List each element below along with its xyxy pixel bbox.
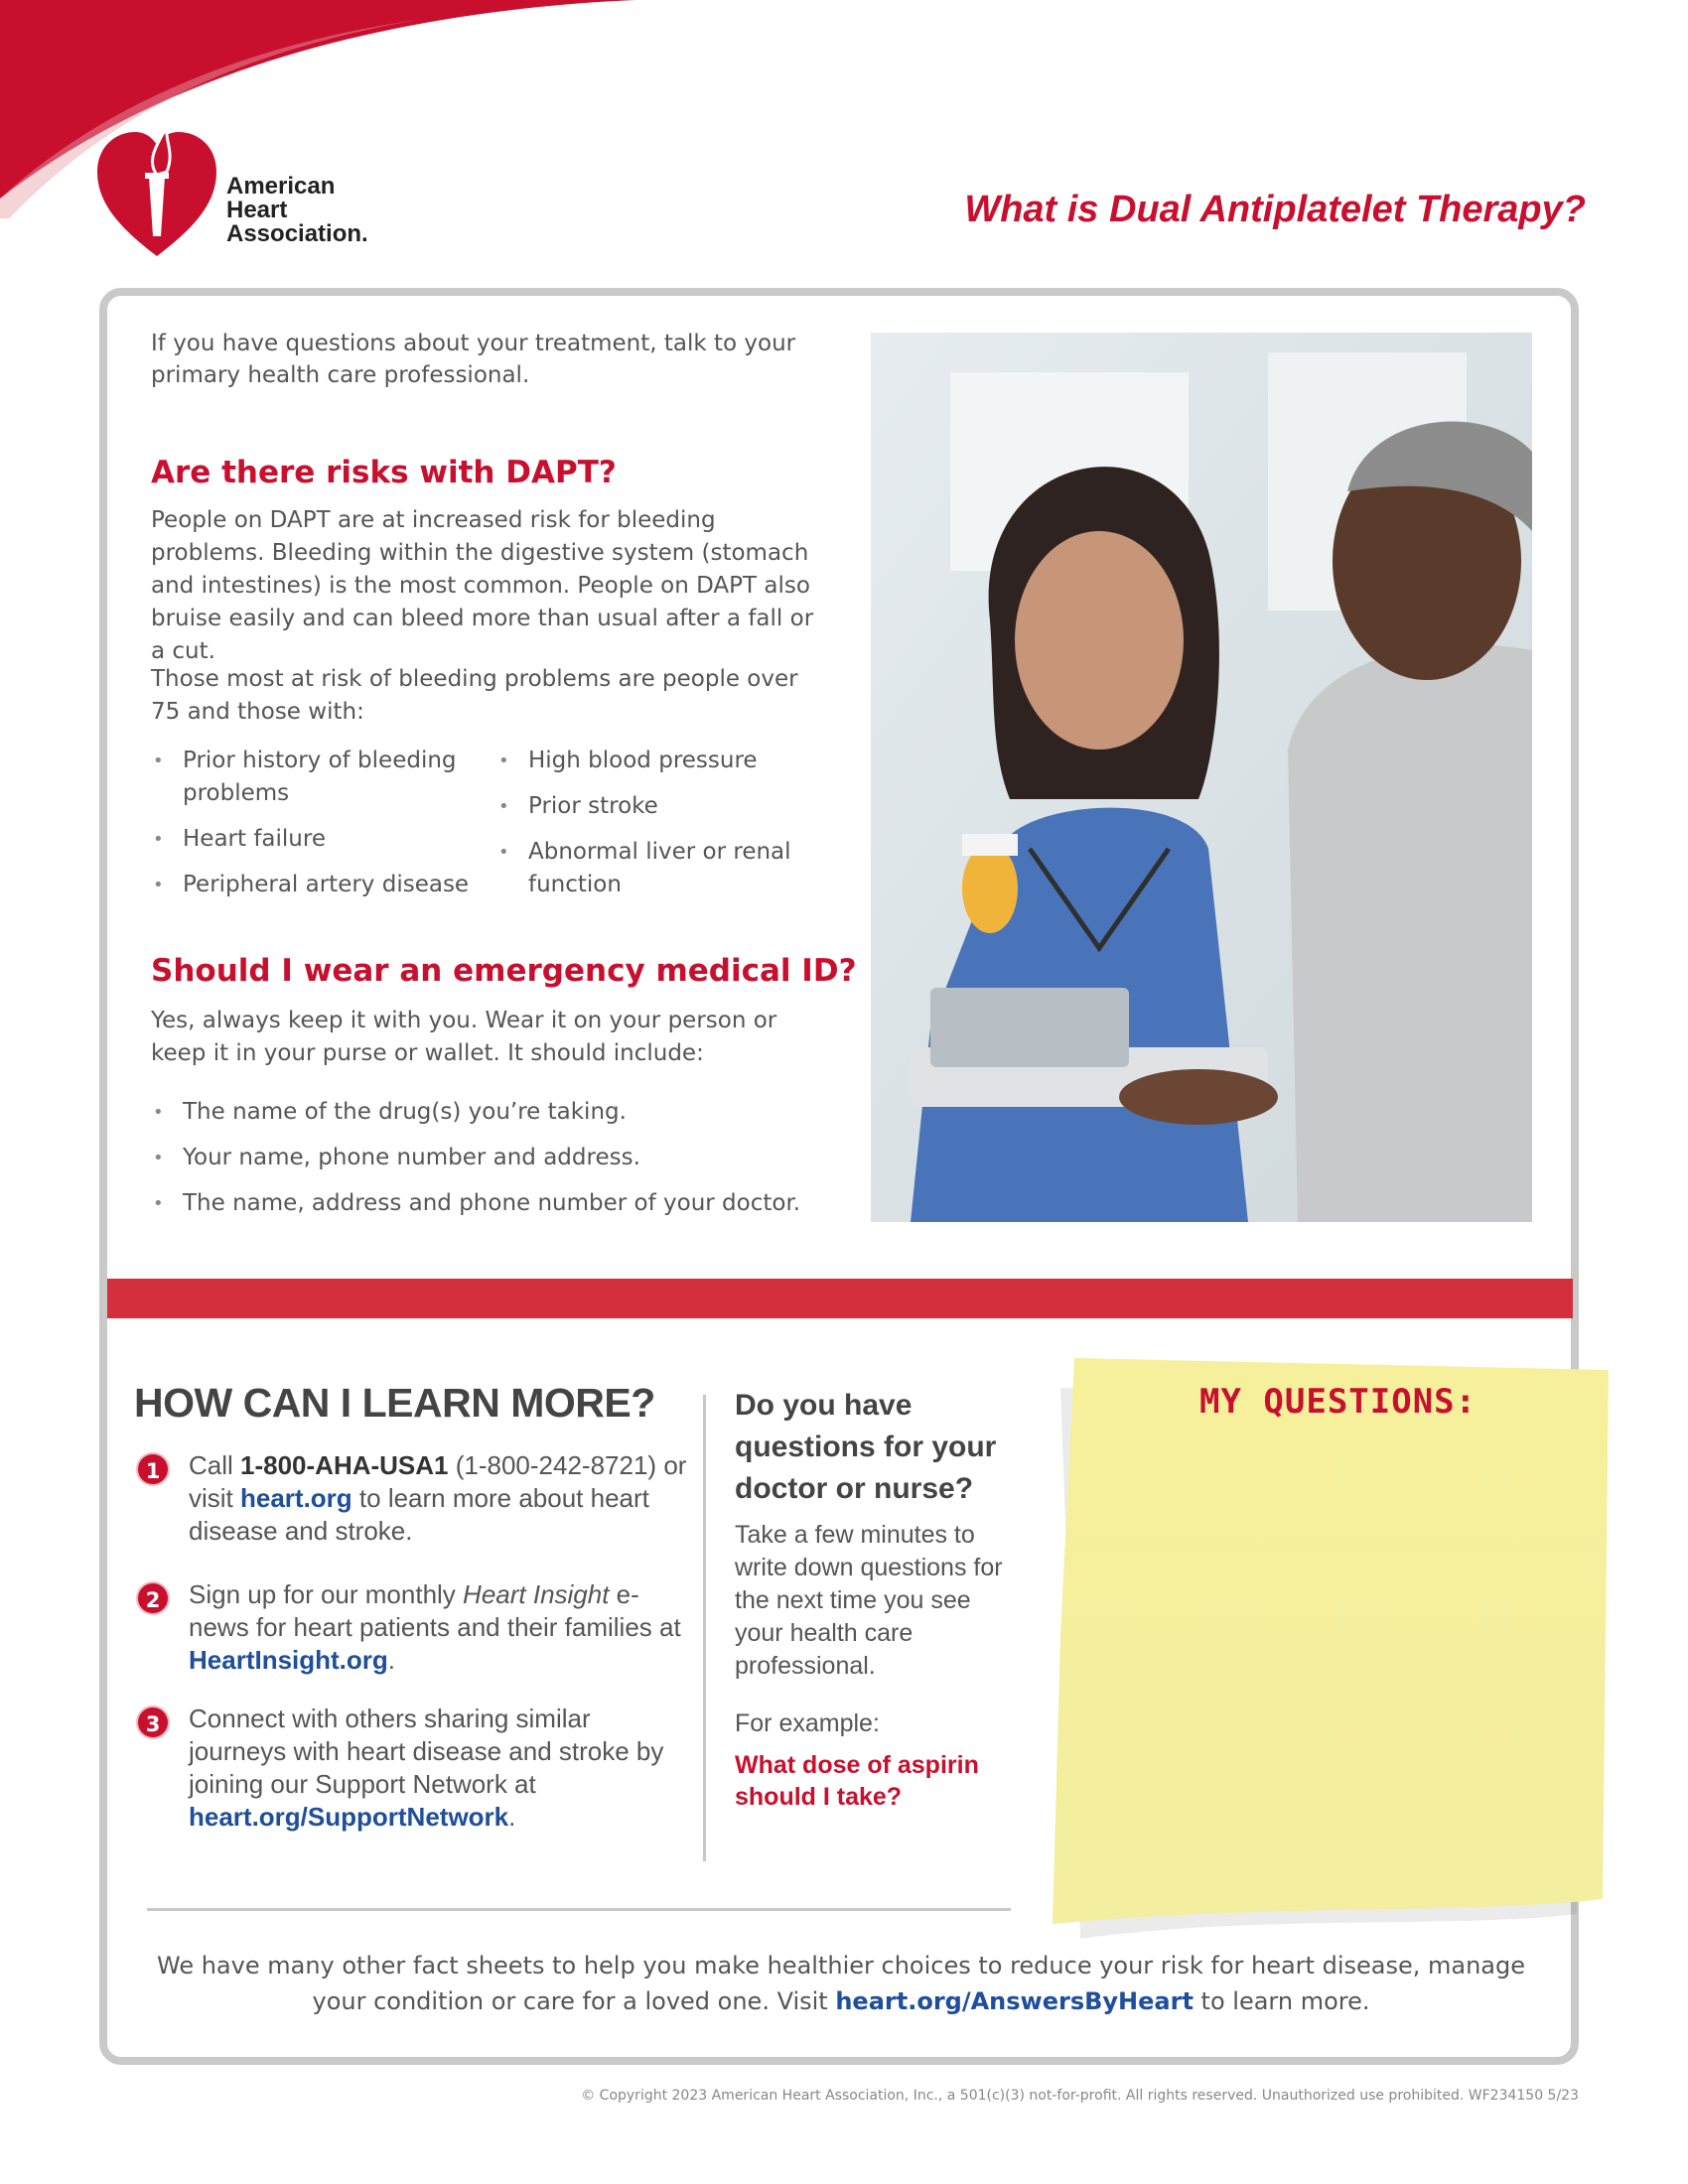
list-item: • Your name, phone number and address. [151, 1142, 846, 1174]
heart-torch-icon [97, 117, 216, 266]
step-text: Connect with others sharing similar journeys with heart disease and stroke by joining our Support Network at [189, 1704, 664, 1799]
step-text: to learn more about heart disease and stroke. [189, 1483, 649, 1546]
doctor-patient-photo [871, 333, 1532, 1222]
support-network-link[interactable]: heart.org/SupportNetwork [189, 1802, 509, 1832]
questions-body: Take a few minutes to write down questions for the next time you see your health care professional. [735, 1521, 1003, 1680]
list-item: • High blood pressure [496, 745, 814, 777]
list-item: • Heart failure [151, 823, 479, 856]
example-question: What dose of aspirin should I take? [735, 1751, 979, 1811]
sticky-note [1041, 1358, 1609, 1944]
learn-step-1 [136, 1449, 692, 1548]
step-text: Sign up for our monthly [189, 1579, 464, 1609]
learn-more-heading: HOW CAN I LEARN MORE? [134, 1380, 655, 1426]
list-item: • Prior stroke [496, 790, 814, 823]
step-number-badge: 1 [136, 1452, 170, 1486]
org-name-line1: American [226, 173, 336, 200]
list-item: • Peripheral artery disease [151, 869, 479, 901]
footer-text: to learn more. [1193, 1987, 1370, 2015]
copyright-line: © Copyright 2023 American Heart Association, Inc., a 501(c)(3) not-for-profit. All rights reserved. Unauthorized use prohibited. WF234150 5/23 [581, 2088, 1579, 2104]
medical-id-paragraph: Yes, always keep it with you. Wear it on your person or keep it in your purse or wallet. It should include: [151, 1008, 777, 1066]
step-number-badge: 3 [136, 1706, 170, 1739]
list-item: • The name, address and phone number of your doctor. [151, 1187, 846, 1220]
risk-list-left [151, 745, 479, 914]
step-text: . [508, 1802, 516, 1832]
step-text: Call [189, 1450, 241, 1480]
step-text: e-news for heart patients and their families at [189, 1579, 681, 1642]
footer-divider [147, 1908, 1011, 1911]
footer-note [147, 1948, 1535, 2019]
example-label: For example: [735, 1709, 880, 1737]
step-text: . [387, 1645, 396, 1675]
org-name-line3: Association. [226, 220, 368, 247]
footer-text: We have many other fact sheets to help you make healthier choices to reduce your risk for heart disease, manage your condition or care for a loved one. Visit [157, 1952, 1525, 2015]
questions-heading: Do you have questions for your doctor or nurse? [735, 1389, 997, 1505]
step-number-badge: 2 [136, 1581, 170, 1615]
risks-heading: Are there risks with DAPT? [151, 455, 617, 490]
list-item: • Abnormal liver or renal function [496, 836, 814, 901]
my-questions-title: MY QUESTIONS: [1199, 1382, 1477, 1422]
org-name-line2: Heart [226, 197, 288, 223]
column-divider [703, 1395, 706, 1861]
heart-org-link[interactable]: heart.org [240, 1483, 352, 1513]
learn-step-3 [136, 1703, 692, 1834]
risk-list-right [496, 745, 814, 914]
list-item: • Prior history of bleeding problems [151, 745, 479, 810]
answers-by-heart-link[interactable]: heart.org/AnswersByHeart [835, 1987, 1194, 2015]
intro-text: If you have questions about your treatment, talk to your primary health care professional. [151, 331, 796, 388]
newsletter-name: Heart Insight [463, 1579, 610, 1609]
phone-number[interactable]: 1-800-AHA-USA1 [240, 1450, 449, 1480]
heartinsight-link[interactable]: HeartInsight.org [189, 1645, 388, 1675]
document-title: What is Dual Antiplatelet Therapy? [964, 189, 1586, 230]
step-text: (1-800-242-8721) or visit [189, 1450, 687, 1513]
list-item: • The name of the drug(s) you’re taking. [151, 1096, 846, 1129]
learn-step-2 [136, 1578, 692, 1677]
risks-intro-list: Those most at risk of bleeding problems are people over 75 and those with: [151, 666, 798, 725]
medical-id-list [151, 1096, 846, 1233]
org-name [226, 175, 368, 246]
risks-paragraph: People on DAPT are at increased risk for bleeding problems. Bleeding within the digestive system (stomach and intestines) is the most common. People on DAPT also bruise easily and can bleed more than usual after a fall or a cut. [151, 507, 814, 664]
section-divider-bar [107, 1279, 1573, 1318]
medical-id-heading: Should I wear an emergency medical ID? [151, 953, 857, 989]
